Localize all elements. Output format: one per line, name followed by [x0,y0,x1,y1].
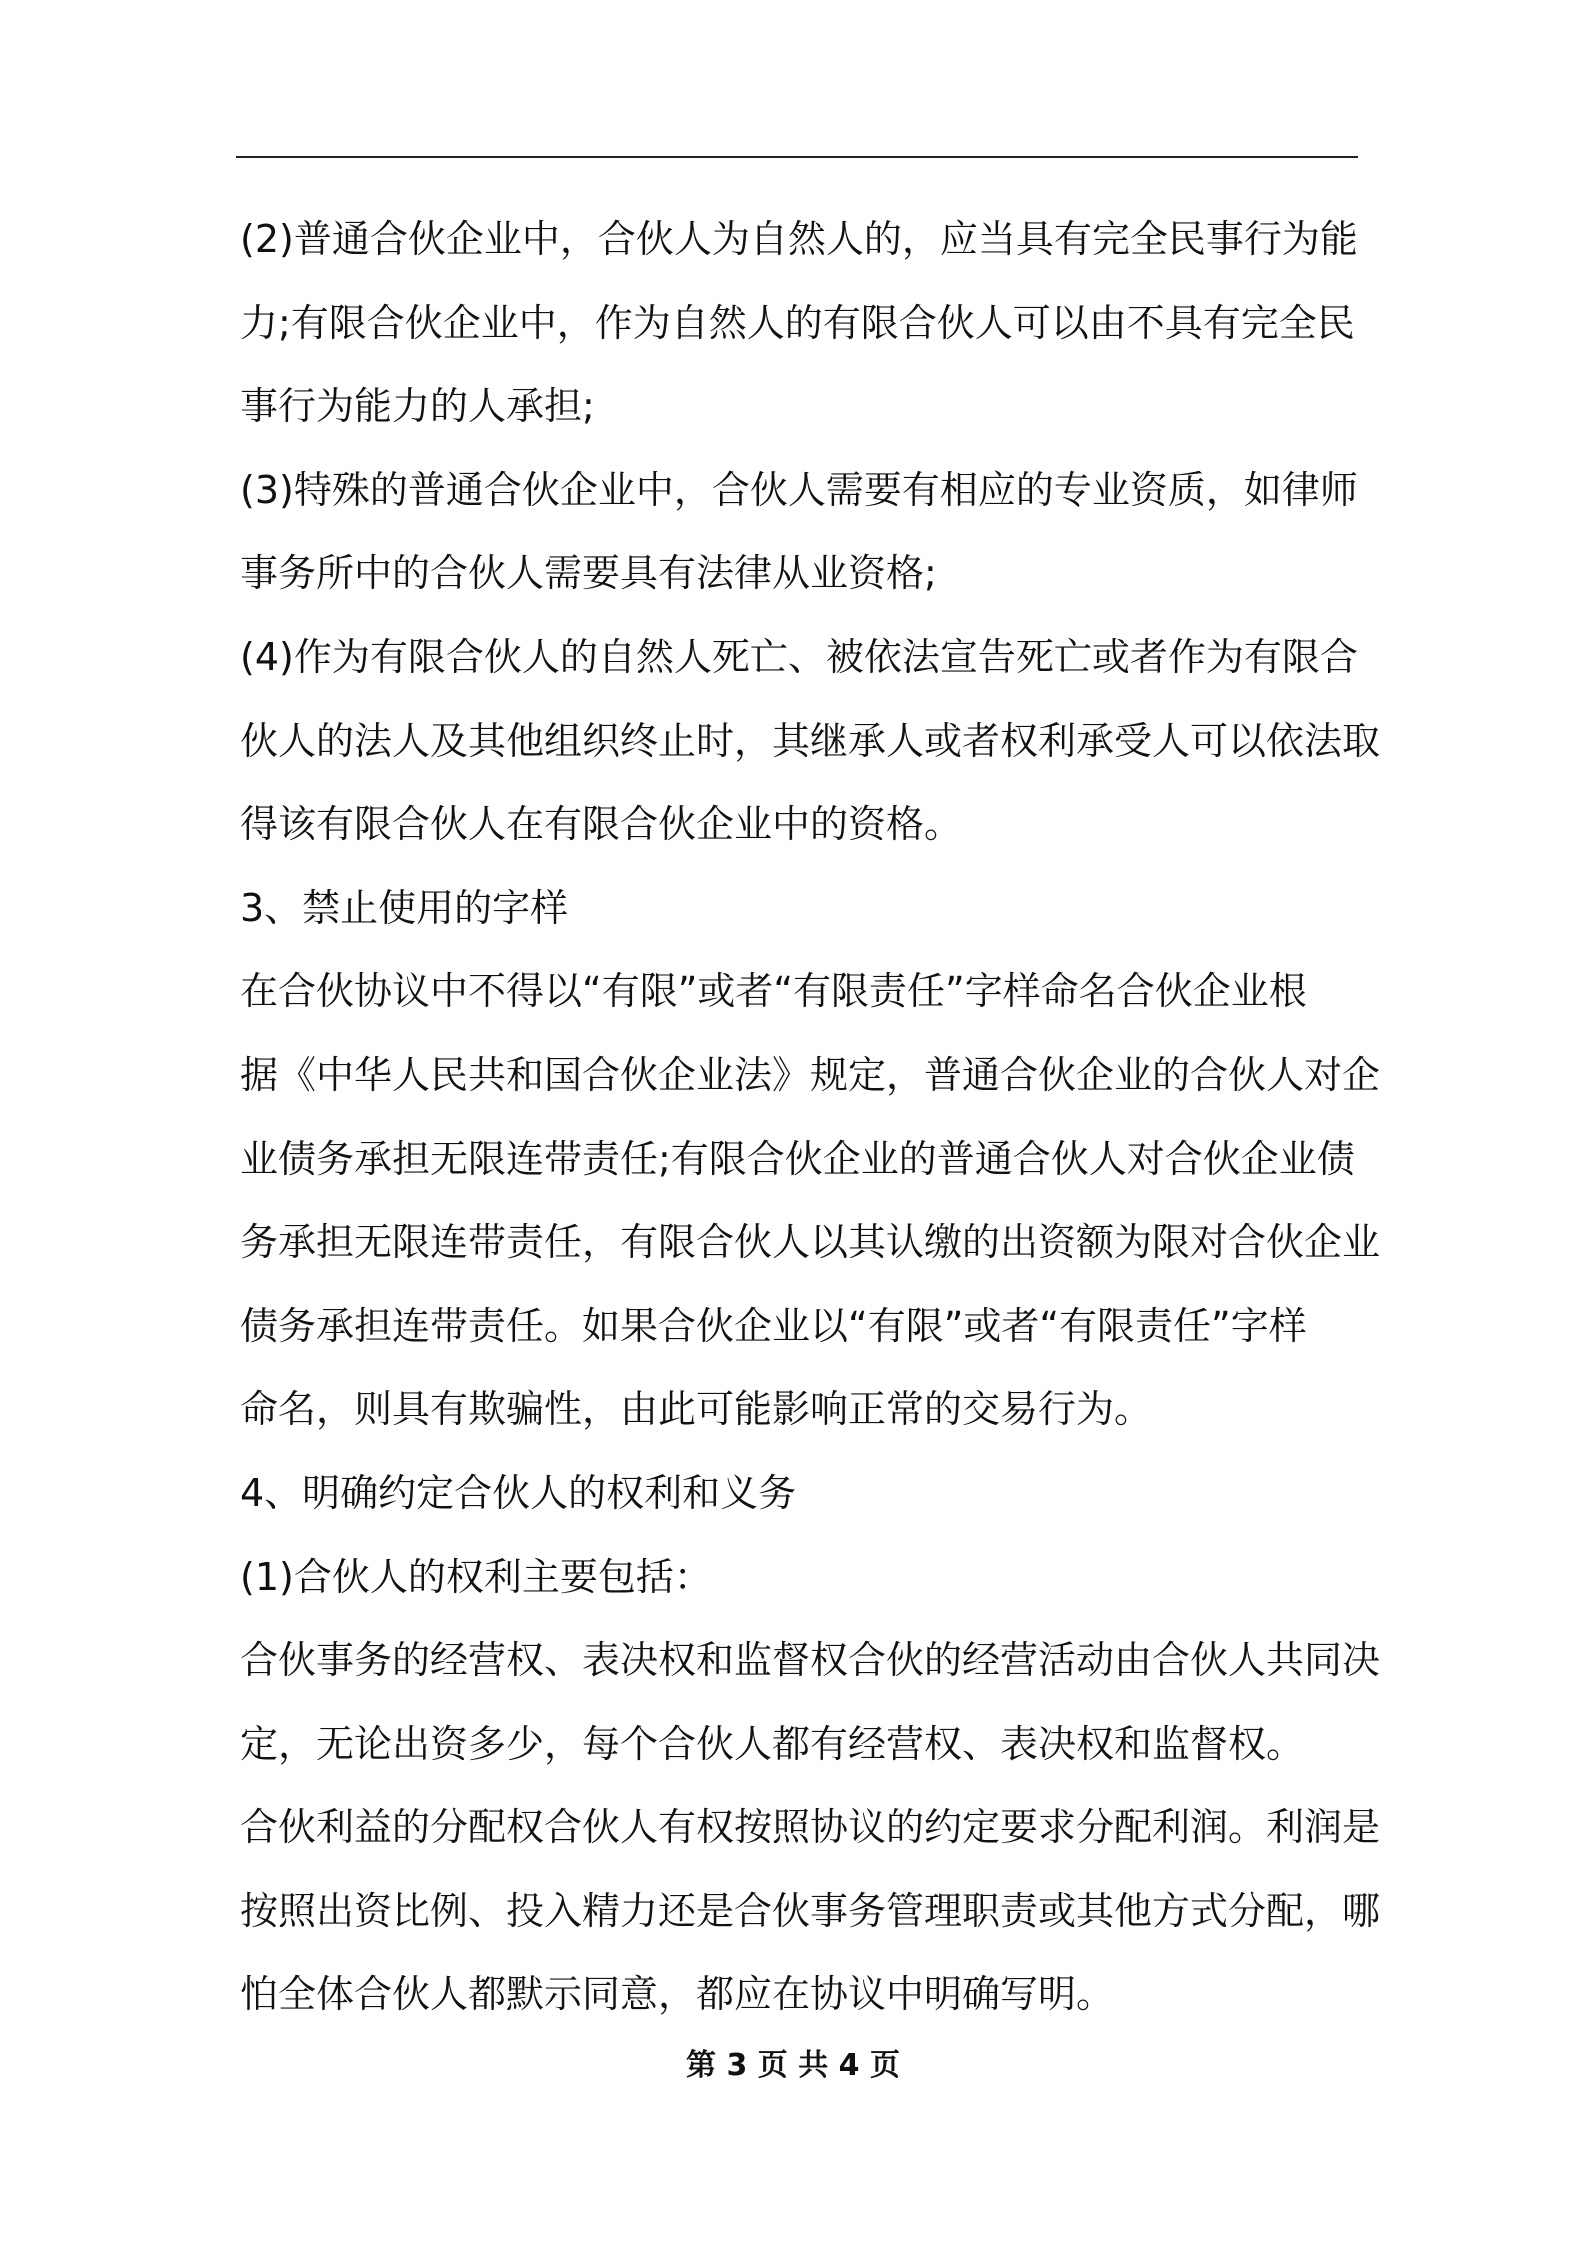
document-body [240,198,1381,2037]
header-divider [236,156,1358,158]
text-line: 得该有限合伙人在有限合伙企业中的资格。 [240,802,963,847]
text-line: 债务承担连带责任。如果合伙企业以“有限”或者“有限责任”字样 [240,1303,1307,1348]
section-heading: 4、明确约定合伙人的权利和义务 [240,1470,797,1515]
section-heading: 3、禁止使用的字样 [240,885,569,930]
text-line: 据《中华人民共和国合伙企业法》规定，普通合伙企业的合伙人对企 [240,1052,1381,1097]
text-line: (1)合伙人的权利主要包括： [240,1554,712,1599]
text-line: 务承担无限连带责任，有限合伙人以其认缴的出资额为限对合伙企业 [240,1220,1381,1265]
text-line: (4)作为有限合伙人的自然人死亡、被依法宣告死亡或者作为有限合 [240,634,1358,679]
text-line: 怕全体合伙人都默示同意，都应在协议中明确写明。 [240,1972,1115,2017]
text-line: 力;有限合伙企业中，作为自然人的有限合伙人可以由不具有完全民 [240,300,1355,345]
text-line: 业债务承担无限连带责任;有限合伙企业的普通合伙人对合伙企业债 [240,1136,1355,1181]
page-number: 第 3 页 共 4 页 [686,2048,900,2083]
text-line: 按照出资比例、投入精力还是合伙事务管理职责或其他方式分配，哪 [240,1888,1381,1933]
text-line: 伙人的法人及其他组织终止时，其继承人或者权利承受人可以依法取 [240,718,1381,763]
text-line: 事务所中的合伙人需要具有法律从业资格; [240,551,937,596]
text-line: 合伙利益的分配权合伙人有权按照协议的约定要求分配利润。利润是 [240,1805,1381,1850]
text-line: 事行为能力的人承担; [240,384,595,429]
text-line: 定，无论出资多少，每个合伙人都有经营权、表决权和监督权。 [240,1721,1305,1766]
text-line: 在合伙协议中不得以“有限”或者“有限责任”字样命名合伙企业根 [240,969,1307,1014]
text-line: 合伙事务的经营权、表决权和监督权合伙的经营活动由合伙人共同决 [240,1638,1381,1683]
text-line: (2)普通合伙企业中，合伙人为自然人的，应当具有完全民事行为能 [240,217,1358,261]
text-line: (3)特殊的普通合伙企业中，合伙人需要有相应的专业资质，如律师 [240,467,1358,512]
text-line: 命名，则具有欺骗性，由此可能影响正常的交易行为。 [240,1387,1153,1432]
